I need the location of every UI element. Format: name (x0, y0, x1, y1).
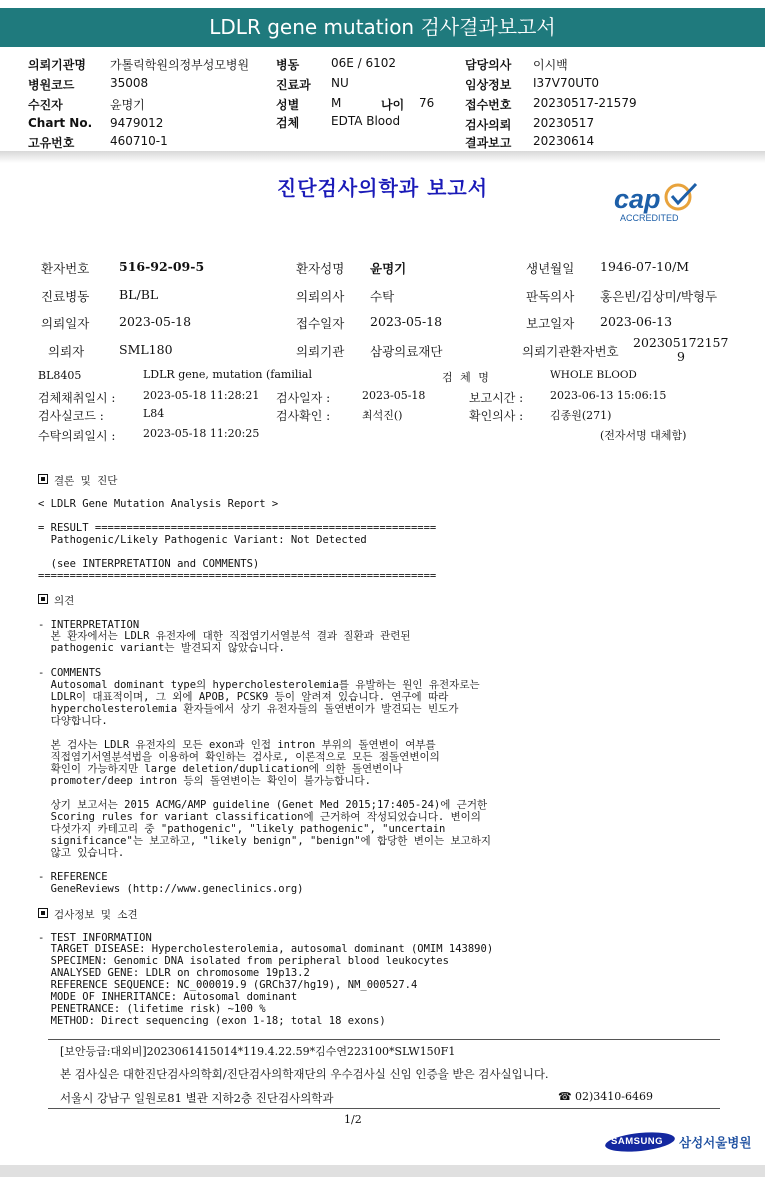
patient-label: 의뢰기관 (296, 344, 345, 359)
test-value: 2023-06-13 15:06:15 (550, 389, 667, 402)
body-line: PENETRANCE: (lifetime risk) ~100 % (38, 1003, 266, 1015)
test-label: 보고시간 : (469, 391, 524, 405)
patient-value: 수탁 (370, 289, 395, 304)
report-title: 진단검사의학과 보고서 (276, 176, 489, 200)
result-text: Pathogenic/Likely Pathogenic Variant: Not Detected (38, 534, 367, 546)
body-line: - INTERPRETATION (38, 619, 140, 631)
header-label: 담당의사 (465, 58, 512, 72)
body-line: TARGET DISEASE: Hypercholesterolemia, autosomal dominant (OMIM 143890) (38, 943, 494, 955)
body-line: - COMMENTS (38, 667, 102, 679)
patient-label: 의뢰기관환자번호 (522, 344, 619, 359)
patient-value: 2023-05-18 (370, 314, 443, 329)
patient-label: 판독의사 (526, 289, 575, 304)
patient-value: SML180 (119, 342, 173, 357)
body-line: hypercholesterolemia 환자들에서 상기 유전자들의 돌연변이가 발견되는 빈도가 (38, 703, 459, 715)
phone-icon: ☎ (558, 1090, 572, 1103)
body-line: ANALYSED GENE: LDLR on chromosome 19p13.2 (38, 967, 310, 979)
header-value: 20230614 (533, 134, 595, 148)
square-bullet-icon (38, 474, 48, 484)
patient-value: 202305172157 (633, 335, 729, 350)
section-heading: 의견 (38, 594, 74, 607)
cap-sub: ACCREDITED (620, 213, 679, 223)
body-line: Scoring rules for variant classification에 근거하여 작성되었습니다. 변이의 (38, 811, 481, 823)
patient-label: 생년월일 (526, 261, 575, 276)
body-line: 다양합니다. (38, 715, 108, 727)
report-title-bar (0, 8, 765, 47)
header-value: 76 (419, 96, 435, 110)
body-line: 본 환자에서는 LDLR 유전자에 대한 직접염기서열분석 결과 질환과 관련된 (38, 630, 411, 642)
body-line: METHOD: Direct sequencing (exon 1-18; total 18 exons) (38, 1015, 386, 1027)
square-bullet-icon (38, 594, 48, 604)
patient-label: 진료병동 (41, 289, 90, 304)
test-label: 수탁의뢰일시 : (38, 429, 116, 443)
result-divider: = RESULT ====================================================== (38, 522, 437, 534)
test-label: 확인의사 : (469, 409, 524, 423)
body-line: - TEST INFORMATION (38, 932, 152, 944)
patient-id: 516-92-09-5 (119, 259, 205, 274)
report-name: < LDLR Gene Mutation Analysis Report > (38, 498, 279, 510)
header-label: 병동 (276, 58, 300, 72)
test-value: 2023-05-18 11:20:25 (143, 427, 260, 440)
patient-value: 홍은빈/김상미/박형두 (600, 289, 718, 304)
header-value: 20230517 (533, 116, 595, 130)
body-line: MODE OF INHERITANCE: Autosomal dominant (38, 991, 298, 1003)
hospital-name: 삼성서울병원 (679, 1135, 752, 1150)
signature-note: (전자서명 대체함) (600, 429, 687, 442)
body-line: 않고 있습니다. (38, 847, 125, 859)
test-code: BL8405 (38, 369, 82, 382)
samsung-wordmark: SAMSUNG (611, 1136, 664, 1147)
header-value: 가톨릭학원의정부성모병원 (110, 58, 250, 72)
samsung-logo (604, 1131, 676, 1153)
body-line: 본 검사는 LDLR 유전자의 모든 exon과 인접 intron 부위의 돌연변이 여부를 (38, 739, 436, 751)
header-value: EDTA Blood (331, 114, 401, 128)
test-name: LDLR gene, mutation (familial (143, 368, 312, 381)
body-line: significance"는 보고하고, "likely benign", "benign"에 합당한 변이는 보고하지 (38, 835, 492, 847)
patient-label: 환자성명 (296, 261, 345, 276)
patient-label: 의뢰일자 (41, 316, 90, 331)
body-line: pathogenic variant는 발견되지 않았습니다. (38, 642, 285, 654)
header-label: 접수번호 (465, 98, 512, 112)
header-value: 9479012 (110, 116, 164, 130)
cap-accredited-logo (612, 180, 722, 226)
body-line: REFERENCE SEQUENCE: NC_000019.9 (GRCh37/hg19), NM_000527.4 (38, 979, 418, 991)
specimen-value: WHOLE BLOOD (550, 369, 637, 381)
patient-value: 2023-06-13 (600, 314, 673, 329)
test-label: 검사실코드 : (38, 409, 104, 423)
patient-value: 1946-07-10/M (600, 259, 690, 274)
header-value: NU (331, 76, 349, 90)
lab-address: 서울시 강남구 일원로81 별관 지하2층 진단검사의학과 (60, 1091, 334, 1105)
patient-label: 보고일자 (526, 316, 575, 331)
section-heading: 검사정보 및 소견 (38, 908, 138, 921)
specimen-label: 검 체 명 (442, 371, 491, 384)
cap-brand: cap (614, 184, 661, 214)
header-label: 검체 (276, 116, 300, 130)
security-line: [보안등급:대외비]2023061415014*119.4.22.59*김수연223100*SLW150F1 (60, 1045, 456, 1058)
header-label: 검사의뢰 (465, 118, 512, 132)
header-label: 진료과 (276, 78, 311, 92)
bottom-bar (0, 1165, 765, 1177)
result-see: (see INTERPRETATION and COMMENTS) (38, 558, 260, 570)
header-value: 06E / 6102 (331, 56, 397, 70)
header-label: 고유번호 (28, 136, 75, 150)
header-label: 병원코드 (28, 78, 75, 92)
header-value: I37V70UT0 (533, 76, 600, 90)
test-value: 2023-05-18 11:28:21 (143, 389, 260, 402)
header-label: 임상정보 (465, 78, 512, 92)
patient-label: 환자번호 (41, 261, 90, 276)
header-value: 20230517-21579 (533, 96, 637, 110)
header-label: 의뢰기관명 (28, 58, 86, 72)
certification-text: 본 검사실은 대한진단검사의학회/진단검사의학재단의 우수검사실 신임 인증을 받은 검사실입니다. (60, 1067, 549, 1081)
header-label: 성별 (276, 98, 300, 112)
section-heading: 결론 및 진단 (38, 474, 117, 487)
header-value: 이시백 (533, 58, 568, 72)
body-line: LDLR이 대표적이며, 그 외에 APOB, PCSK9 등이 알려져 있습니다. 연구에 따라 (38, 691, 449, 703)
header-value: M (331, 96, 342, 110)
body-line: 직접염기서열분석법을 이용하여 확인하는 검사로, 이론적으로 모든 점돌연변이의 (38, 751, 440, 763)
section-divider (0, 151, 765, 163)
header-value: 460710-1 (110, 134, 168, 148)
header-value: 35008 (110, 76, 149, 90)
page-title: LDLR gene mutation 검사결과보고서 (209, 15, 556, 39)
patient-name: 윤명기 (370, 261, 407, 276)
body-line: 확인이 가능하지만 large deletion/duplication에 의한 돌연변이나 (38, 763, 403, 775)
patient-value: BL/BL (119, 287, 159, 302)
body-line: - REFERENCE (38, 871, 108, 883)
patient-label: 의뢰의사 (296, 289, 345, 304)
header-label: 수진자 (28, 98, 63, 112)
body-line: 다섯가지 카테고리 중 "pathogenic", "likely pathogenic", "uncertain (38, 823, 446, 835)
test-label: 검사확인 : (276, 409, 331, 423)
test-label: 검체채취일시 : (38, 391, 116, 405)
result-divider: =============================================================== (38, 570, 437, 582)
patient-value: 2023-05-18 (119, 314, 192, 329)
body-line: Autosomal dominant type의 hypercholesterolemia를 유발하는 원인 유전자로는 (38, 679, 480, 691)
test-label: 검사일자 : (276, 391, 331, 405)
patient-value: 9 (677, 349, 685, 364)
header-value: 윤명기 (110, 98, 145, 112)
body-line: promoter/deep intron 등의 돌연변이는 확인이 불가능합니다. (38, 775, 371, 787)
header-label: 나이 (381, 98, 405, 112)
header-label: Chart No. (28, 116, 93, 130)
test-value: 김종원(271) (550, 409, 612, 422)
patient-value: 삼광의료재단 (370, 344, 443, 359)
test-value: 최석진() (362, 409, 403, 422)
body-line: SPECIMEN: Genomic DNA isolated from peripheral blood leukocytes (38, 955, 449, 967)
test-value: 2023-05-18 (362, 389, 426, 402)
body-line: GeneReviews (http://www.geneclinics.org) (38, 883, 304, 895)
lab-phone: 02)3410-6469 (575, 1090, 653, 1103)
square-bullet-icon (38, 908, 48, 918)
patient-label: 접수일자 (296, 316, 345, 331)
body-line: 상기 보고서는 2015 ACMG/AMP guideline (Genet Med 2015;17:405-24)에 근거한 (38, 799, 488, 811)
patient-label: 의뢰자 (48, 344, 85, 359)
header-label: 결과보고 (465, 136, 512, 150)
test-value: L84 (143, 407, 165, 420)
page-number: 1/2 (344, 1113, 362, 1126)
